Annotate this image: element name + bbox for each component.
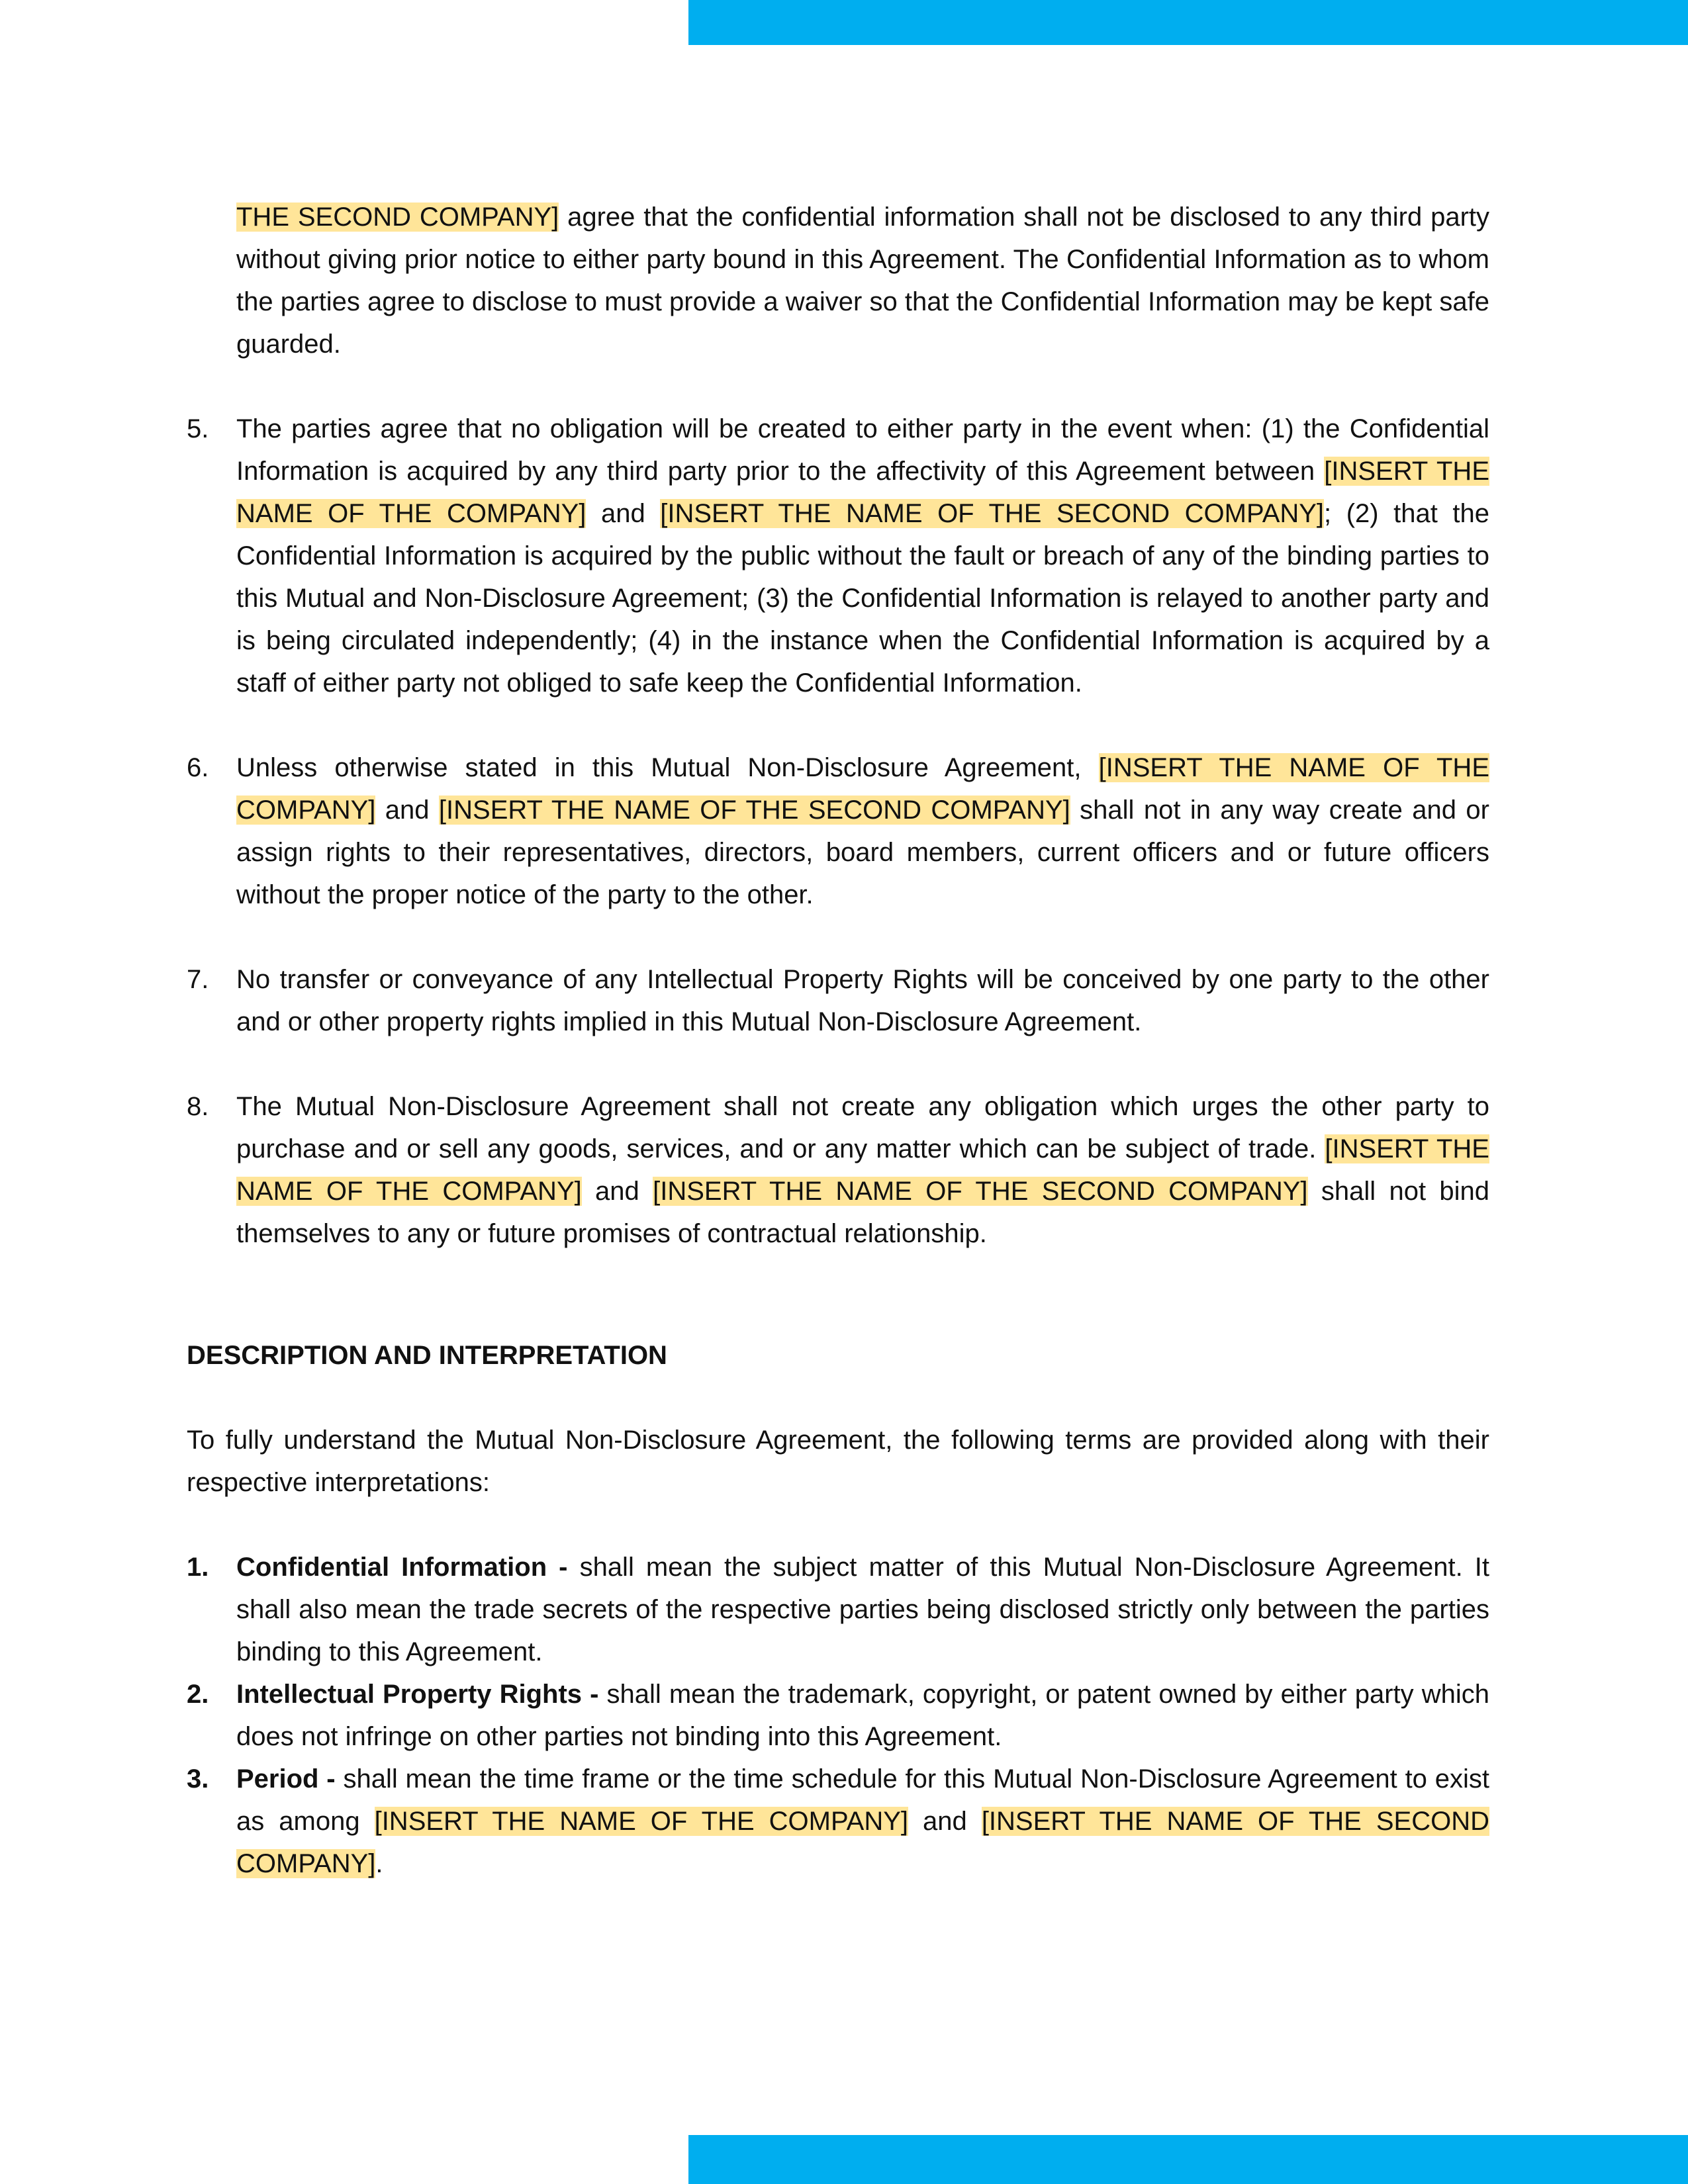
definition-text: and	[908, 1807, 982, 1836]
definition-text: shall mean the time frame or the time schedule for this Mutual Non-Disclosure Agreement to exist as among	[236, 1764, 1489, 1836]
item-text: and	[375, 796, 439, 825]
item-number: 5.	[187, 414, 209, 443]
definition-item-3	[187, 1758, 1489, 1885]
definitions-list	[187, 1546, 1489, 1885]
item-number: 3.	[187, 1764, 209, 1794]
definition-text: shall mean the trademark, copyright, or patent owned by either party which does not infringe on other parties not binding into this Agreement.	[236, 1680, 1489, 1751]
item-text: and	[586, 499, 661, 528]
placeholder-highlight: [INSERT THE NAME OF THE SECOND COMPANY]	[438, 796, 1070, 825]
section-heading: DESCRIPTION AND INTERPRETATION	[187, 1341, 667, 1370]
item-text: The parties agree that no obligation will be created to either party in the event when: (1) the Confidential Information is acquired by any third party prior to the affectivity of this Agreement between	[236, 414, 1489, 486]
definition-item-1	[187, 1546, 1489, 1673]
item-text: Unless otherwise stated in this Mutual Non-Disclosure Agreement,	[236, 753, 1099, 782]
item-number: 7.	[187, 965, 209, 994]
definition-term: Intellectual Property Rights -	[236, 1680, 599, 1709]
list-item-8	[187, 1085, 1489, 1255]
definition-text: .	[375, 1849, 383, 1878]
item-text: The Mutual Non-Disclosure Agreement shall not create any obligation which urges the other party to purchase and or sell any goods, services, and or any matter which can be subject of trade.	[236, 1092, 1489, 1163]
placeholder-highlight: [INSERT THE NAME OF THE COMPANY]	[236, 457, 1489, 528]
placeholder-highlight: [INSERT THE NAME OF THE COMPANY]	[374, 1807, 909, 1836]
placeholder-highlight: THE SECOND COMPANY]	[236, 203, 559, 232]
paragraph-text: agree that the confidential information shall not be disclosed to any third party without giving prior notice to either party bound in this Agreement. The Confidential Information as to whom the parties agree to disclose to must provide a waiver so that the Confidential Information may be kept safe guarded.	[236, 203, 1490, 359]
item-text: shall not bind themselves to any or future promises of contractual relationship.	[236, 1177, 1489, 1248]
intro-paragraph: To fully understand the Mutual Non-Disclosure Agreement, the following terms are provided along with their respective interpretations:	[187, 1426, 1489, 1497]
definition-term: Confidential Information -	[236, 1553, 568, 1582]
top-accent-bar	[688, 0, 1688, 45]
document-body	[187, 196, 1489, 1885]
item-text: shall not in any way create and or assign rights to their representatives, directors, board members, current officers and or future officers without the proper notice of the party to the other.	[236, 796, 1489, 909]
item-number: 6.	[187, 753, 209, 782]
placeholder-highlight: [INSERT THE NAME OF THE COMPANY]	[236, 1134, 1489, 1206]
item-text: ; (2) that the Confidential Information is acquired by the public without the fault or breach of any of the binding parties to this Mutual and Non-Disclosure Agreement; (3) the Confidential Information is relayed to another party and is being circulated independently; (4) in the instance when the Confidential Information is acquired by a staff of either party not obliged to safe keep the Confidential Information.	[236, 499, 1489, 698]
list-item-6	[187, 747, 1489, 916]
definition-term: Period -	[236, 1764, 336, 1794]
placeholder-highlight: [INSERT THE NAME OF THE SECOND COMPANY]	[236, 1807, 1490, 1878]
item-text: and	[581, 1177, 653, 1206]
bottom-accent-bar	[688, 2135, 1688, 2184]
definition-item-2	[187, 1673, 1489, 1758]
placeholder-highlight: [INSERT THE NAME OF THE SECOND COMPANY]	[660, 499, 1325, 528]
item-number: 8.	[187, 1092, 209, 1121]
item-number: 2.	[187, 1680, 209, 1709]
placeholder-highlight: [INSERT THE NAME OF THE COMPANY]	[236, 753, 1489, 825]
item-number: 1.	[187, 1553, 209, 1582]
definition-text: shall mean the subject matter of this Mutual Non-Disclosure Agreement. It shall also mean the trade secrets of the respective parties being disclosed strictly only between the parties binding to this Agreement.	[236, 1553, 1490, 1666]
list-item-7	[187, 958, 1489, 1043]
item-text: No transfer or conveyance of any Intellectual Property Rights will be conceived by one party to the other and or other property rights implied in this Mutual Non-Disclosure Agreement.	[236, 965, 1489, 1036]
placeholder-highlight: [INSERT THE NAME OF THE SECOND COMPANY]	[653, 1177, 1308, 1206]
continued-paragraph	[236, 196, 1489, 365]
list-item-5	[187, 408, 1489, 704]
